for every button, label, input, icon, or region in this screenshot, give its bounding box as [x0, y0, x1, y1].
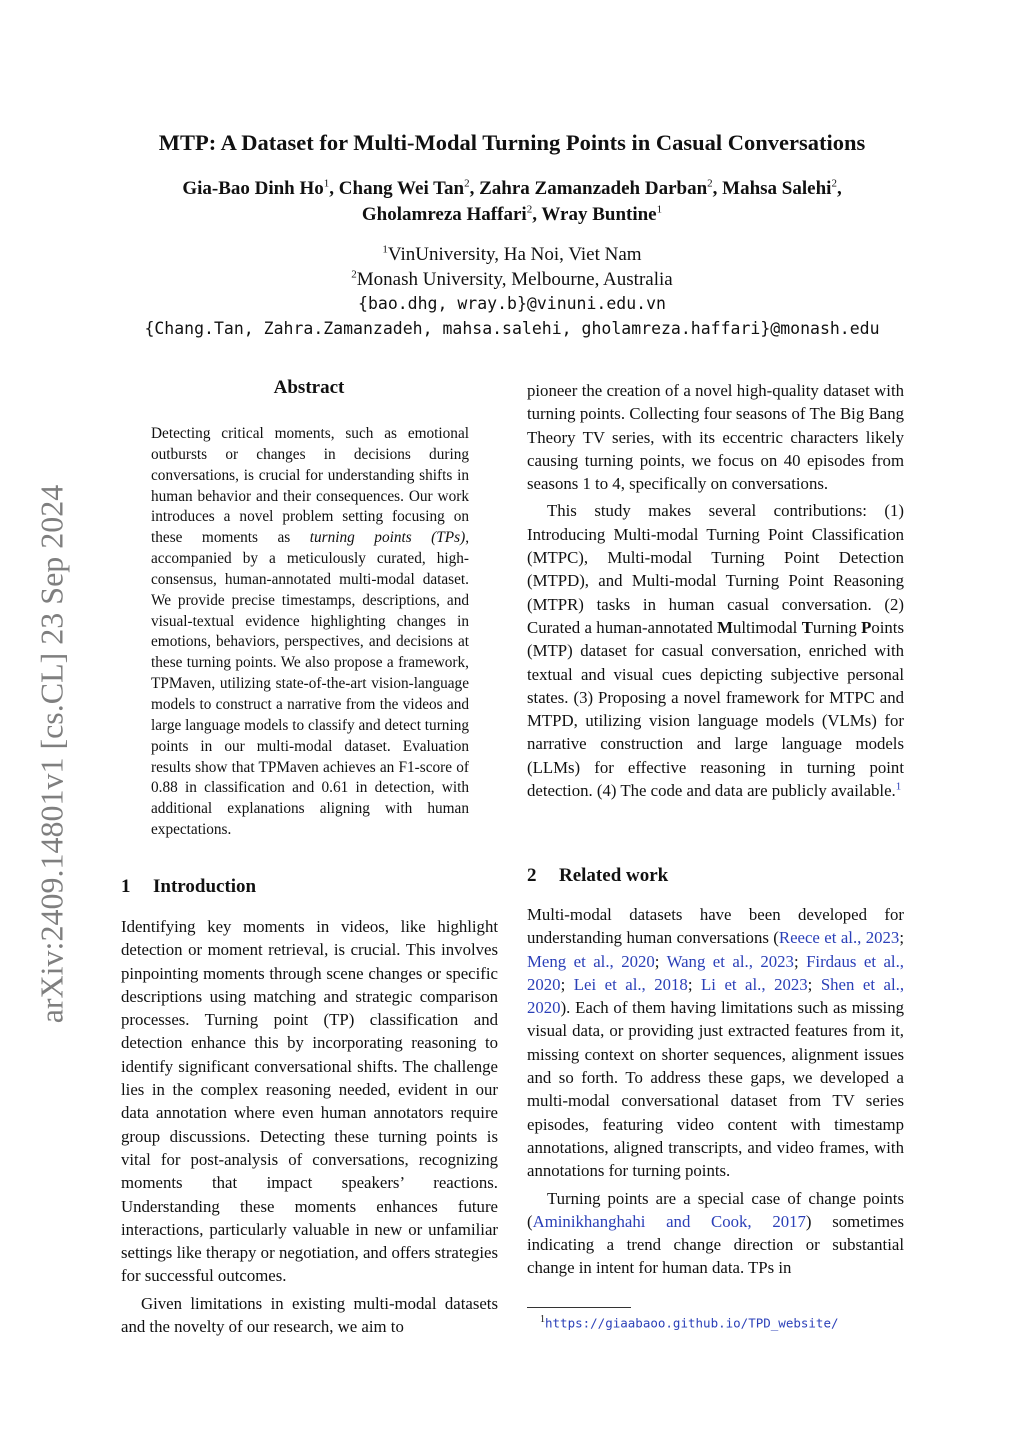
author-sup: 2: [464, 177, 470, 190]
text-run: This study makes several contributions: (1) Introducing Multi-modal Turning Point Classification (MTPC), Multi-modal Turning Point Detection (MTPD), and Multi-modal Turning Point Reasoning (MTPR) tasks in human casual conversation. (2) Curated a human-annotated: [527, 501, 904, 637]
section-title: Related work: [559, 865, 669, 886]
paragraph: Identifying key moments in videos, like highlight detection or moment retrieval, is crucial. This involves pinpointing moments through scene changes or specific descriptions using matching and strategic comparison processes. Turning point (TP) classification and detection enhance this by incorporating reasoning to identify significant conversational shifts. The challenge lies in the complex reasoning needed, evident in our data annotation where even human annotators require group discussions. Detecting these turning points is vital for post-analysis of conversations, recognizing moments that impact speakers’ reactions. Understanding these moments enhances future interactions, particularly valuable in new or unfamiliar settings like therapy or negotiation, and offers strategies for successful outcomes.: [121, 917, 498, 1286]
section-number: 2: [527, 865, 537, 886]
citation-link[interactable]: Lei et al., 2018: [573, 974, 688, 994]
citation-link[interactable]: Firdaus et al., 2020: [527, 951, 904, 994]
text-run: urning: [812, 617, 862, 637]
citation-link[interactable]: Meng et al., 2020: [527, 951, 655, 971]
text-run: oints (MTP) dataset for casual conversation, enriched with textual and visual cues depicting subjective personal states. (3) Proposing a novel framework for MTPC and MTPD, utilizing vision language models (VLMs) for narrative construction and large language models (LLMs) for effective reasoning in turning point detection. (4) The code and data are publicly available.: [527, 617, 904, 801]
section-heading-related-work: [527, 865, 668, 887]
text-run: ;: [654, 951, 667, 971]
affiliation-sup: 1: [382, 243, 388, 256]
text-run: ) sometimes indicating a trend change direction or substantial change in intent for human data. TPs in: [527, 1211, 904, 1278]
section-number: 1: [121, 876, 131, 897]
text-run: Turning points are a special case of change points (: [527, 1188, 904, 1231]
paper-title: MTP: A Dataset for Multi-Modal Turning Points in Casual Conversations: [158, 130, 866, 155]
paragraph: [527, 903, 904, 1183]
citation-link[interactable]: Aminikhanghahi and Cook, 2017: [532, 1211, 806, 1231]
text-run: ;: [807, 974, 821, 994]
abstract-text: , accompanied by a meticulously curated, high-consensus, human-annotated multi-modal dataset. We provide precise timestamps, descriptions, and visual-textual evidence highlighting changes in emotions, behaviors, perspectives, and decisions at these turning points. We also propose a framework, TPMaven, utilizing state-of-the-art vision-language models to construct a narrative from the videos and large language models to classify and detect turning points in our multi-modal dataset. Evaluation results show that TPMaven achieves an F1-score of 0.88 in classification and 0.61 in detection, with additional explanations aligning with human expectations.: [151, 529, 470, 839]
author: Chang Wei Tan: [338, 178, 465, 199]
section-heading-introduction: [121, 876, 256, 898]
footnote: [540, 1314, 839, 1331]
author-list: Gia-Bao Dinh Ho$^1$, Chang Wei Tan$^2$, Zahra Zamanzadeh Darban$^2$, Mahsa Salehi$^2$, Gholamreza Haffari$^2$, Wray Buntine$^1$: [182, 177, 842, 225]
author-sup: 2: [831, 177, 837, 190]
footnote-mark: 1: [540, 1314, 545, 1325]
author: Gholamreza Haffari: [361, 204, 527, 225]
author: Wray Buntine: [541, 204, 657, 225]
text-run: ;: [899, 928, 904, 948]
paragraph: pioneer the creation of a novel high-quality dataset with turning points. Collecting four seasons of The Big Bang Theory TV series, with its eccentric characters likely causing turning points, we focus on 40 episodes from seasons 1 to 4, specifically on conversations.: [527, 381, 904, 494]
text-run: ;: [687, 974, 702, 994]
text-run: ;: [793, 951, 807, 971]
footnote-url-link[interactable]: https://giaabaoo.github.io/TPD_website/: [545, 1315, 839, 1331]
text-run: ). Each of them having limitations such as missing visual data, or providing just extracted features from it, missing context on shorter sequences, alignment issues and so forth. To address these gaps, we developed a multi-modal conversational dataset from TV series episodes, featuring video content with timestamp annotations, aligned transcripts, and video frames, with annotations for turning points.: [527, 998, 904, 1181]
citation-link[interactable]: Wang et al., 2023: [666, 951, 794, 971]
author: Zahra Zamanzadeh Darban: [479, 178, 708, 199]
author-sup: 2: [707, 177, 713, 190]
section-title: Introduction: [153, 876, 257, 897]
text-run-bold: P: [861, 617, 872, 637]
right-column-body: [527, 379, 904, 802]
author-sup: 2: [526, 203, 533, 216]
abstract-body: [151, 424, 469, 841]
text-run-bold: M: [717, 617, 733, 637]
related-work-body: [527, 903, 904, 1280]
email-line-1: {bao.dhg, wray.b}@vinuni.edu.vn: [358, 294, 666, 313]
affiliation-2: [100, 268, 924, 293]
affiliation-text: Monash University, Melbourne, Australia: [356, 268, 673, 290]
paragraph: Given limitations in existing multi-modal datasets and the novelty of our research, we aim to: [121, 1293, 498, 1337]
arxiv-identifier: [28, 452, 76, 1056]
citation-link[interactable]: Shen et al., 2020: [527, 974, 905, 1018]
arxiv-identifier-text: arXiv:2409.14801v1 [cs.CL] 23 Sep 2024: [33, 484, 70, 1024]
footnote-ref-link[interactable]: 1: [895, 780, 902, 793]
footnote-divider: [527, 1307, 631, 1308]
abstract-heading: Abstract: [273, 377, 345, 398]
paragraph: [527, 499, 904, 802]
citation-link[interactable]: Reece et al., 2023: [778, 928, 900, 948]
affiliation-text: VinUniversity, Ha Noi, Viet Nam: [387, 244, 642, 265]
affiliations: [100, 243, 924, 341]
author: Mahsa Salehi: [722, 178, 832, 199]
affiliation-sup: 2: [351, 268, 357, 281]
abstract-italic-term: turning points (TPs): [309, 529, 466, 547]
text-run: Multi-modal datasets have been developed for understanding human conversations (: [527, 905, 904, 948]
affiliation-1: [100, 243, 924, 268]
author-sup: 1: [323, 177, 330, 190]
text-run: ultimodal: [733, 617, 802, 637]
abstract-text: Detecting critical moments, such as emotional outbursts or changes in decisions during conversations, is crucial for understanding shifts in human behavior and their consequences. Our work introduces a novel problem setting focusing on these moments as: [151, 425, 469, 547]
author-sup: 1: [656, 203, 663, 216]
paragraph: [527, 1187, 904, 1280]
author: Gia-Bao Dinh Ho: [182, 178, 324, 199]
email-line-2: {Chang.Tan, Zahra.Zamanzadeh, mahsa.salehi, gholamreza.haffari}@monash.edu: [144, 318, 880, 338]
citation-link[interactable]: Li et al., 2023: [701, 974, 808, 994]
left-column-body: [121, 915, 498, 1338]
text-run-bold: T: [801, 617, 813, 637]
text-run: ;: [560, 974, 574, 994]
